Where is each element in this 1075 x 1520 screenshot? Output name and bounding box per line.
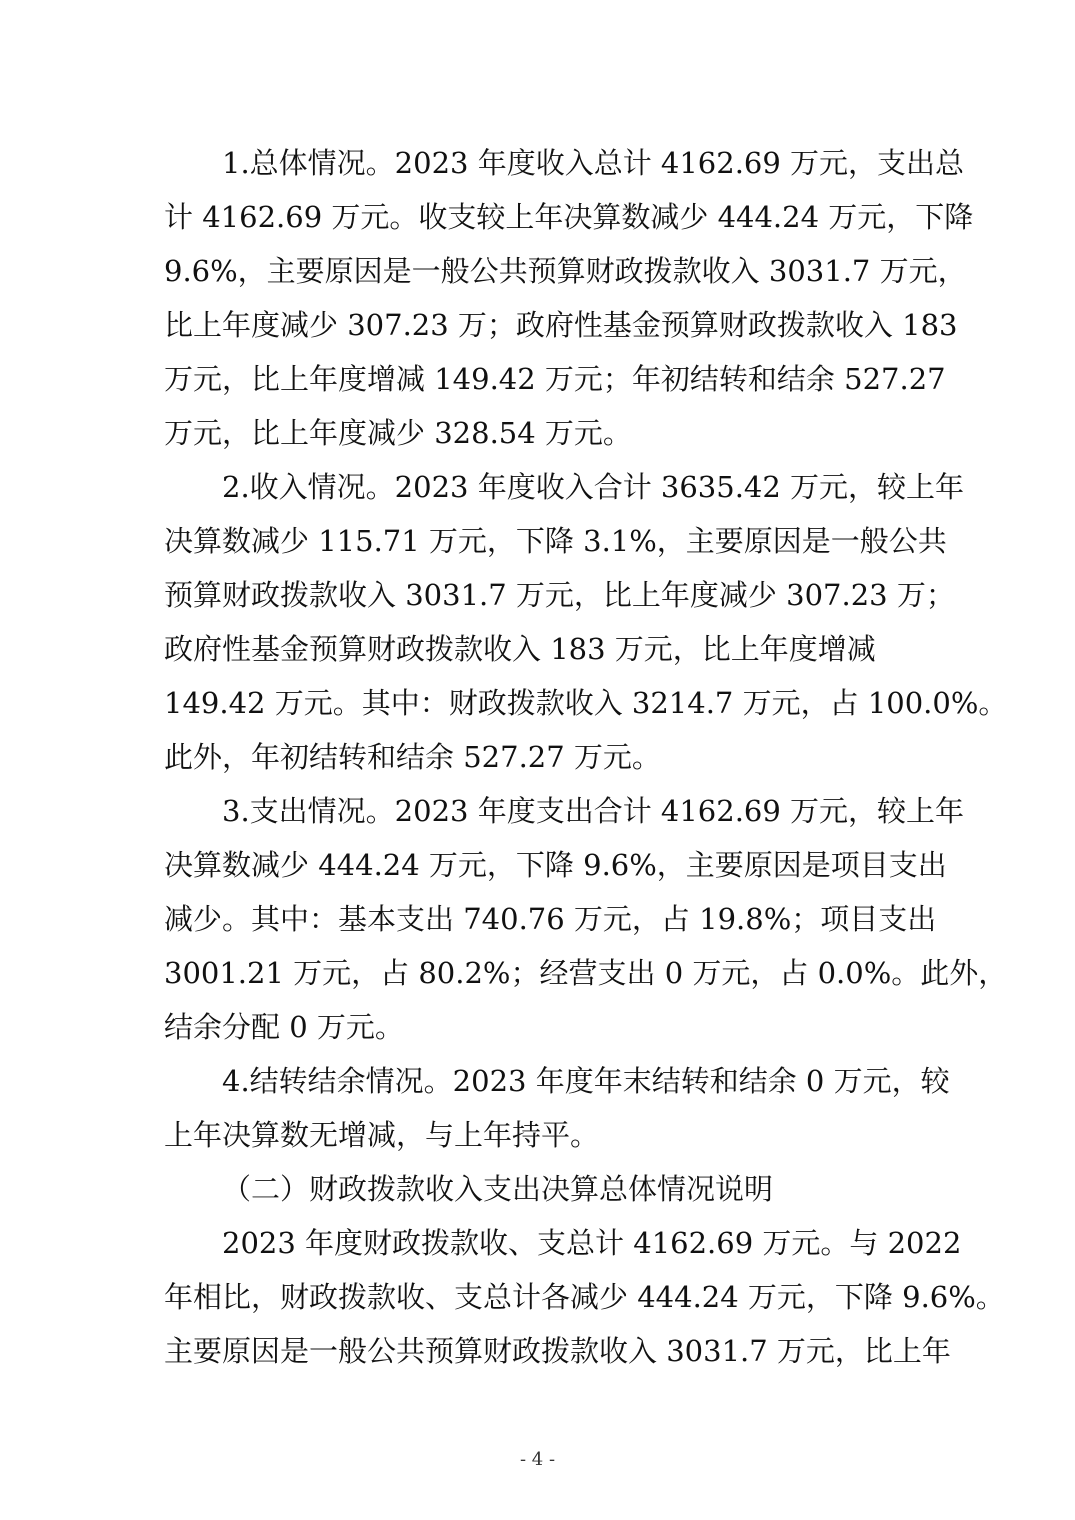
paragraph-fiscal-line-3: 主要原因是一般公共预算财政拨款收入 3031.7 万元，比上年 — [164, 1334, 951, 1368]
paragraph-income-line-3: 预算财政拨款收入 3031.7 万元，比上年度减少 307.23 万； — [164, 578, 955, 612]
paragraph-income-line-4: 政府性基金预算财政拨款收入 183 万元，比上年度增减 — [164, 632, 876, 666]
paragraph-expense-line-5: 结余分配 0 万元。 — [164, 1010, 404, 1044]
paragraph-expense-line-2: 决算数减少 444.24 万元，下降 9.6%，主要原因是项目支出 — [164, 848, 947, 882]
paragraph-overall-line-6: 万元，比上年度减少 328.54 万元。 — [164, 416, 632, 450]
paragraph-fiscal-line-1: 2023 年度财政拨款收、支总计 4162.69 万元。与 2022 — [222, 1226, 962, 1260]
paragraph-carryover-line-1: 4.结转结余情况。2023 年度年末结转和结余 0 万元，较 — [222, 1064, 950, 1098]
paragraph-income-line-5: 149.42 万元。其中：财政拨款收入 3214.7 万元，占 100.0%。 — [164, 686, 1008, 720]
paragraph-expense-line-4: 3001.21 万元，占 80.2%；经营支出 0 万元，占 0.0%。此外， — [164, 956, 1008, 990]
paragraph-carryover-line-2: 上年决算数无增减，与上年持平。 — [164, 1118, 600, 1152]
paragraph-income-line-6: 此外，年初结转和结余 527.27 万元。 — [164, 740, 661, 774]
paragraph-income-line-1: 2.收入情况。2023 年度收入合计 3635.42 万元，较上年 — [222, 470, 965, 504]
paragraph-overall-line-3: 9.6%，主要原因是一般公共预算财政拨款收入 3031.7 万元， — [164, 254, 967, 288]
paragraph-expense-line-3: 减少。其中：基本支出 740.76 万元，占 19.8%；项目支出 — [164, 902, 937, 936]
paragraph-fiscal-line-2: 年相比，财政拨款收、支总计各减少 444.24 万元，下降 9.6%。 — [164, 1280, 1005, 1314]
page-number: - 4 - — [519, 1449, 556, 1470]
paragraph-overall-line-2: 计 4162.69 万元。收支较上年决算数减少 444.24 万元，下降 — [164, 200, 974, 234]
section-heading: （二）财政拨款收入支出决算总体情况说明 — [222, 1172, 774, 1206]
paragraph-overall-line-5: 万元，比上年度增减 149.42 万元；年初结转和结余 527.27 — [164, 362, 946, 396]
paragraph-income-line-2: 决算数减少 115.71 万元，下降 3.1%，主要原因是一般公共 — [164, 524, 947, 558]
paragraph-expense-line-1: 3.支出情况。2023 年度支出合计 4162.69 万元，较上年 — [222, 794, 965, 828]
paragraph-overall-line-1: 1.总体情况。2023 年度收入总计 4162.69 万元，支出总 — [222, 146, 965, 180]
paragraph-overall-line-4: 比上年度减少 307.23 万；政府性基金预算财政拨款收入 183 — [164, 308, 958, 342]
